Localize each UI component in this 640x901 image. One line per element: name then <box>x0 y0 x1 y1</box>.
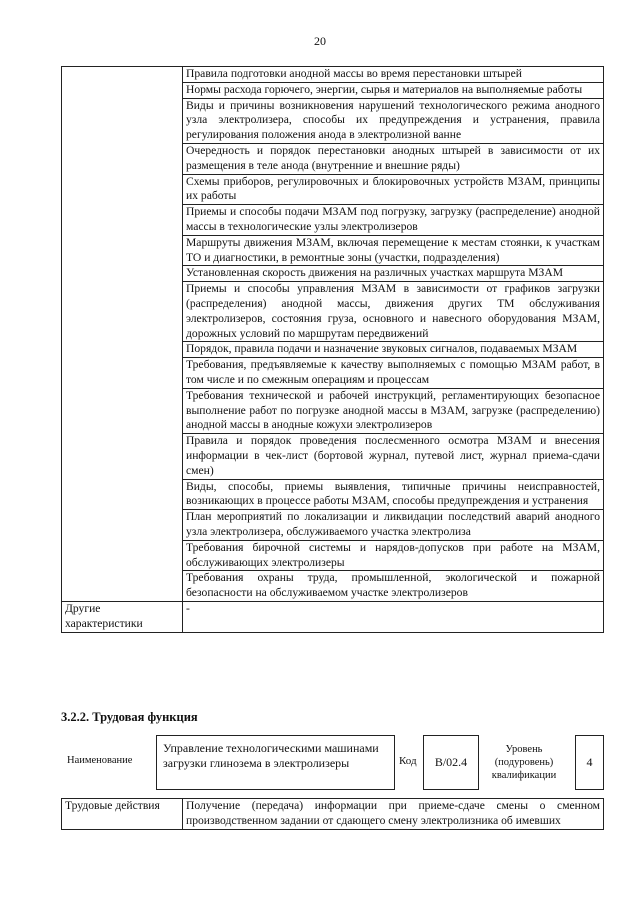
knowledge-item: Маршруты движения МЗАМ, включая перемещение к местам стоянки, к участкам ТО и диагностики, в ремонтные зоны (участки, подразделения) <box>183 235 604 266</box>
knowledge-item: Требования охраны труда, промышленной, экологической и пожарной безопасности на обслуживаемом участке электролизеров <box>183 571 604 602</box>
section-heading: 3.2.2. Трудовая функция <box>61 710 198 724</box>
code-label: Код <box>399 755 417 767</box>
name-label: Наименование <box>67 755 133 766</box>
knowledge-item: Требования бирочной системы и нарядов-допусков при работе на МЗАМ, обслуживающих электролизеры <box>183 540 604 571</box>
knowledge-item: Очередность и порядок перестановки анодных штырей в зависимости от их размещения в теле анода (внутренние и внешние ряды) <box>183 143 604 174</box>
labor-actions-label: Трудовые действия <box>62 799 183 830</box>
table-row <box>62 601 604 632</box>
level-label: Уровень (подуровень) квалификации <box>491 744 557 781</box>
table-row <box>62 799 604 830</box>
knowledge-item: Установленная скорость движения на различных участках маршрута МЗАМ <box>183 266 604 282</box>
function-code: B/02.4 <box>423 735 479 790</box>
knowledge-item: План мероприятий по локализации и ликвидации последствий аварий анодного узла электролизера, обслуживаемого участка электролиза <box>183 510 604 541</box>
page-number: 20 <box>314 34 326 48</box>
knowledge-item: Схемы приборов, регулировочных и блокировочных устройств МЗАМ, принципы их работы <box>183 174 604 205</box>
knowledge-item: Приемы и способы управления МЗАМ в зависимости от графиков загрузки (распределения) анодной массы, движения других ТМ обслуживания электролизеров, состояния груза, основного и навесного оборудования МЗАМ, дорожных условий по маршрутам передвижений <box>183 282 604 342</box>
knowledge-item: Виды и причины возникновения нарушений технологического режима анодного узла электролизера, способы их предупреждения и устранения, правила регулирования положения анода в электролизной ванне <box>183 98 604 143</box>
other-characteristics-label: Другие характеристики <box>62 601 183 632</box>
knowledge-item: Правила подготовки анодной массы во время перестановки штырей <box>183 67 604 83</box>
other-characteristics-value: - <box>183 601 604 632</box>
knowledge-item: Правила и порядок проведения послесменного осмотра МЗАМ и внесения информации в чек-лист (бортовой журнал, путевой лист, журнал приема-сдачи смен) <box>183 434 604 479</box>
knowledge-item: Порядок, правила подачи и назначение звуковых сигналов, подаваемых МЗАМ <box>183 342 604 358</box>
labor-actions-table <box>61 798 604 830</box>
qualification-level: 4 <box>575 735 604 790</box>
knowledge-item: Требования, предъявляемые к качеству выполняемых с помощью МЗАМ работ, в том числе и по смежным операциям и процессам <box>183 358 604 389</box>
knowledge-item: Виды, способы, приемы выявления, типичные причины неисправностей, возникающих в процессе работы МЗАМ, способы предупреждения и устранения <box>183 479 604 510</box>
knowledge-item: Нормы расхода горючего, энергии, сырья и материалов на выполняемые работы <box>183 82 604 98</box>
function-name: Управление технологическими машинами загрузки глинозема в электролизеры <box>156 735 395 790</box>
knowledge-item: Требования технической и рабочей инструкций, регламентирующих безопасное выполнение работ по погрузке анодной массы в МЗАМ, загрузке (распределению) анодной массы в анодные кожухи электролизеров <box>183 388 604 433</box>
empty-label-cell <box>62 67 183 602</box>
labor-function-header <box>61 735 604 790</box>
table-row <box>62 67 604 83</box>
knowledge-item: Приемы и способы подачи МЗАМ под погрузку, загрузку (распределение) анодной массы в технологические узлы электролизеров <box>183 205 604 236</box>
labor-action-item: Получение (передача) информации при приеме-сдаче смены о сменном производственном задании от сдающего смену электролизника об имевших <box>183 799 604 830</box>
knowledge-table <box>61 66 604 633</box>
